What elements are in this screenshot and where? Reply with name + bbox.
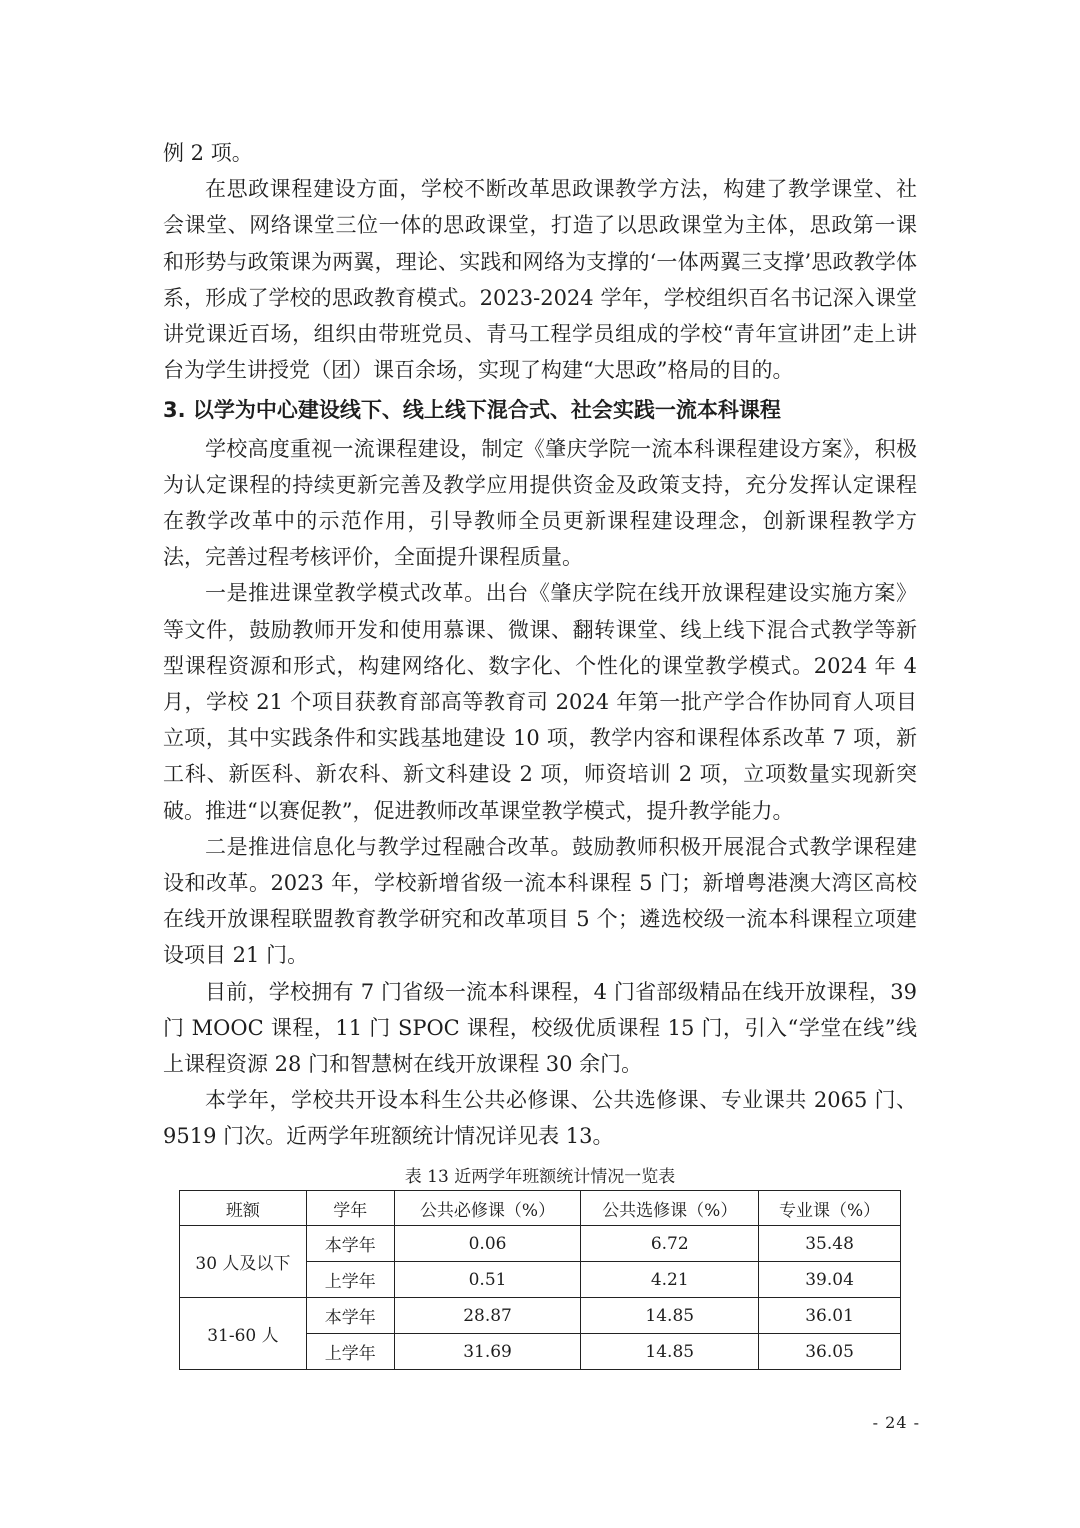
header-public-elective: 公共选修课（%） xyxy=(581,1191,759,1226)
paragraph-classroom-reform: 一是推进课堂教学模式改革。出台《肇庆学院在线开放课程建设实施方案》等文件，鼓励教师开发和使用慕课、微课、翻转课堂、线上线下混合式教学等新型课程资源和形式，构建网络化、数字化、个性化的课堂教学模式。2024 年 4 月，学校 21 个项目获教育部高等教育司 2024 年第一批产学合作协同育人项目立项，其中实践条件和实践基地建设 10 项，教学内容和课程体系改革 7 项，新工科、新医科、新农科、新文科建设 2 项，师资培训 2 项，立项数量实现新突破。推进“以赛促教”，促进教师改革课堂教学模式，提升教学能力。 xyxy=(163,581,917,823)
cell-year: 本学年 xyxy=(306,1298,394,1334)
table-row xyxy=(180,1226,901,1262)
paragraph-ideology-courses: 在思政课程建设方面，学校不断改革思政课教学方法，构建了教学课堂、社会课堂、网络课堂三位一体的思政课堂，打造了以思政课堂为主体，思政第一课和形势与政策课为两翼，理论、实践和网络为支撑的‘一体两翼三支撑’思政教学体系，形成了学校的思政教育模式。2023-2024 学年，学校组织百名书记深入课堂讲党课近百场，组织由带班党员、青马工程学员组成的学校“青年宣讲团”走上讲台为学生讲授党（团）课百余场，实现了构建“大思政”格局的目的。 xyxy=(163,177,917,383)
paragraph-course-totals: 本学年，学校共开设本科生公共必修课、公共选修课、专业课共 2065 门、9519 门次。近两学年班额统计情况详见表 13。 xyxy=(163,1088,917,1149)
cell-required: 28.87 xyxy=(394,1298,581,1334)
paragraph-informatization-reform: 二是推进信息化与教学过程融合改革。鼓励教师积极开展混合式教学课程建设和改革。2023 年，学校新增省级一流本科课程 5 门；新增粤港澳大湾区高校在线开放课程联盟教育教学研究和改革项目 5 个；遴选校级一流本科课程立项建设项目 21 门。 xyxy=(163,834,917,968)
page-number: - 24 - xyxy=(872,1413,920,1432)
paragraph-first-class-courses: 学校高度重视一流课程建设，制定《肇庆学院一流本科课程建设方案》，积极为认定课程的持续更新完善及教学应用提供资金及政策支持，充分发挥认定课程在教学改革中的示范作用，引导教师全员更新课程建设理念，创新课程教学方法，完善过程考核评价，全面提升课程质量。 xyxy=(163,436,917,570)
cell-elective: 6.72 xyxy=(581,1226,759,1262)
group-label: 31-60 人 xyxy=(180,1298,307,1370)
cell-year: 上学年 xyxy=(306,1262,394,1298)
header-academic-year: 学年 xyxy=(306,1191,394,1226)
body-text xyxy=(163,135,917,1155)
table-row xyxy=(180,1298,901,1334)
cell-year: 本学年 xyxy=(306,1226,394,1262)
cell-major: 39.04 xyxy=(759,1262,901,1298)
header-public-required: 公共必修课（%） xyxy=(394,1191,581,1226)
cell-required: 0.06 xyxy=(394,1226,581,1262)
table-header-row xyxy=(180,1191,901,1226)
paragraph-current-courses: 目前，学校拥有 7 门省级一流本科课程，4 门省部级精品在线开放课程，39 门 MOOC 课程，11 门 SPOC 课程，校级优质课程 15 门，引入“学堂在线”线上课程资源 28 门和智慧树在线开放课程 30 余门。 xyxy=(163,979,917,1077)
header-class-size: 班额 xyxy=(180,1191,307,1226)
cell-elective: 4.21 xyxy=(581,1262,759,1298)
class-size-table xyxy=(179,1190,901,1370)
group-label: 30 人及以下 xyxy=(180,1226,307,1298)
header-major-course: 专业课（%） xyxy=(759,1191,901,1226)
section-heading-3: 3. 以学为中心建设线下、线上线下混合式、社会实践一流本科课程 xyxy=(163,398,781,423)
cell-required: 0.51 xyxy=(394,1262,581,1298)
cell-required: 31.69 xyxy=(394,1334,581,1370)
paragraph-continuation: 例 2 项。 xyxy=(163,141,253,165)
cell-major: 36.01 xyxy=(759,1298,901,1334)
cell-elective: 14.85 xyxy=(581,1298,759,1334)
table-caption: 表 13 近两学年班额统计情况一览表 xyxy=(404,1167,676,1187)
cell-elective: 14.85 xyxy=(581,1334,759,1370)
cell-major: 35.48 xyxy=(759,1226,901,1262)
cell-year: 上学年 xyxy=(306,1334,394,1370)
cell-major: 36.05 xyxy=(759,1334,901,1370)
